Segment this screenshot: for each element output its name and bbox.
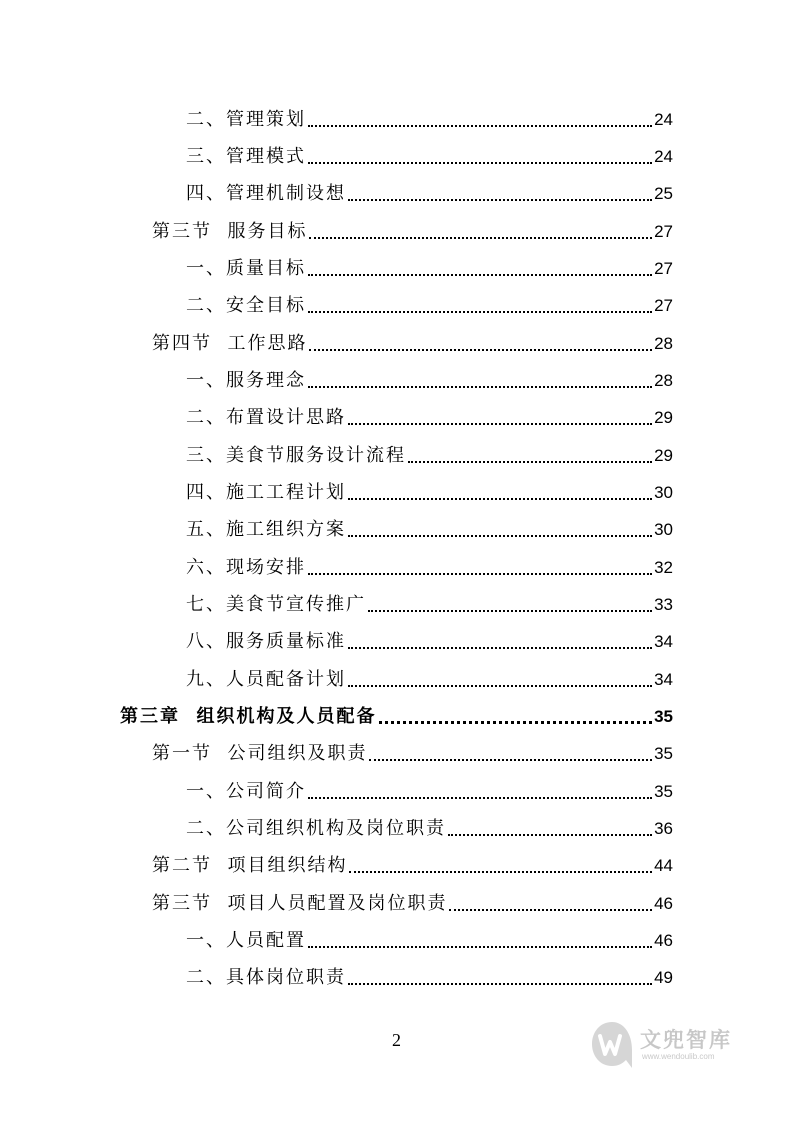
toc-leader-dots [369, 759, 652, 761]
toc-leader-dots [308, 946, 652, 948]
toc-leader-dots [348, 647, 652, 649]
toc-entry-label: 二、具体岗位职责 [186, 967, 346, 988]
toc-entry[interactable] [186, 369, 673, 393]
toc-entry[interactable] [152, 220, 673, 244]
toc-entry-page: 25 [654, 184, 673, 203]
toc-chapter-entry[interactable] [120, 705, 673, 729]
toc-entry-page: 27 [654, 296, 673, 315]
toc-leader-dots [348, 199, 652, 201]
toc-entry-label: 第三节 项目人员配置及岗位职责 [152, 893, 448, 914]
toc-entry-label: 二、公司组织机构及岗位职责 [186, 818, 446, 839]
toc-entry-label: 一、服务理念 [186, 370, 306, 391]
toc-entry-label: 六、现场安排 [186, 557, 306, 578]
toc-entry-page: 36 [654, 819, 673, 838]
toc-entry-label: 四、管理机制设想 [186, 183, 346, 204]
toc-leader-dots [309, 237, 652, 239]
w-logo-icon [588, 1020, 636, 1072]
toc-entry[interactable] [152, 742, 673, 766]
toc-leader-dots [449, 909, 652, 911]
toc-entry-page: 35 [654, 744, 673, 763]
toc-entry-page: 30 [654, 520, 673, 539]
toc-entry-page: 28 [654, 334, 673, 353]
toc-entry-label: 第四节 工作思路 [152, 333, 308, 354]
toc-entry-page: 33 [654, 595, 673, 614]
watermark-logo-text: 文兜智库 [640, 1028, 732, 1052]
toc-entry[interactable] [186, 182, 673, 206]
toc-entry[interactable] [186, 108, 673, 132]
toc-entry-label: 一、公司简介 [186, 781, 306, 802]
toc-entry-label: 二、布置设计思路 [186, 407, 346, 428]
toc-entry-label: 八、服务质量标准 [186, 631, 346, 652]
toc-entry-page: 27 [654, 222, 673, 241]
toc-entry[interactable] [186, 668, 673, 692]
toc-leader-dots [348, 983, 652, 985]
toc-leader-dots [308, 162, 652, 164]
toc-entry[interactable] [186, 630, 673, 654]
toc-entry[interactable] [186, 406, 673, 430]
toc-leader-dots [348, 685, 652, 687]
toc-entry[interactable] [186, 817, 673, 841]
toc-entry-page: 28 [654, 371, 673, 390]
toc-entry-page: 46 [654, 894, 673, 913]
toc-entry[interactable] [152, 854, 673, 878]
toc-leader-dots [308, 125, 652, 127]
toc-entry[interactable] [186, 294, 673, 318]
page-number: 2 [392, 1030, 401, 1050]
toc-entry[interactable] [152, 892, 673, 916]
toc-entry-page: 35 [654, 782, 673, 801]
toc-entry[interactable] [152, 332, 673, 356]
toc-entry-label: 一、质量目标 [186, 258, 306, 279]
toc-leader-dots [309, 349, 652, 351]
toc-leader-dots [308, 311, 652, 313]
toc-entry-page: 30 [654, 483, 673, 502]
toc-entry-label: 二、管理策划 [186, 109, 306, 130]
toc-entry-page: 35 [654, 707, 673, 726]
toc-entry-label: 五、施工组织方案 [186, 519, 346, 540]
toc-entry[interactable] [186, 593, 673, 617]
toc-entry[interactable] [186, 780, 673, 804]
toc-entry-page: 24 [654, 147, 673, 166]
toc-entry-page: 29 [654, 408, 673, 427]
toc-entry-label: 三、美食节服务设计流程 [186, 445, 406, 466]
toc-leader-dots [348, 423, 652, 425]
toc-leader-dots [448, 834, 652, 836]
watermark [588, 1018, 758, 1074]
toc-leader-dots [349, 871, 652, 873]
toc-entry-label: 一、人员配置 [186, 930, 306, 951]
toc-entry-page: 44 [654, 856, 673, 875]
toc-leader-dots [348, 535, 652, 537]
toc-entry[interactable] [186, 444, 673, 468]
toc-entry-label: 第二节 项目组织结构 [152, 855, 348, 876]
toc-entry-label: 二、安全目标 [186, 295, 306, 316]
toc-entry-label: 第三节 服务目标 [152, 221, 308, 242]
toc-entry-label: 第三章 组织机构及人员配备 [120, 706, 377, 727]
toc-entry-page: 27 [654, 259, 673, 278]
toc-entry-label: 第一节 公司组织及职责 [152, 743, 368, 764]
toc-entry-page: 34 [654, 670, 673, 689]
toc-entry[interactable] [186, 929, 673, 953]
toc-entry-page: 29 [654, 446, 673, 465]
toc-leader-dots [368, 610, 652, 612]
toc-entry-page: 32 [654, 558, 673, 577]
toc-entry-page: 46 [654, 931, 673, 950]
toc-leader-dots [348, 498, 652, 500]
toc-entry-label: 七、美食节宣传推广 [186, 594, 366, 615]
toc-entry[interactable] [186, 481, 673, 505]
toc-entry-page: 34 [654, 632, 673, 651]
toc-entry[interactable] [186, 257, 673, 281]
watermark-url: www.wendoulib.com [642, 1052, 715, 1061]
toc-entry[interactable] [186, 966, 673, 990]
toc-leader-dots [308, 797, 652, 799]
toc-leader-dots [379, 721, 653, 724]
toc-leader-dots [308, 274, 652, 276]
toc-entry[interactable] [186, 145, 673, 169]
toc-entry-label: 四、施工工程计划 [186, 482, 346, 503]
toc-leader-dots [408, 461, 652, 463]
toc-entry-label: 九、人员配备计划 [186, 669, 346, 690]
toc-leader-dots [308, 386, 652, 388]
toc-leader-dots [308, 573, 652, 575]
toc-entry[interactable] [186, 556, 673, 580]
toc-entry-page: 24 [654, 110, 673, 129]
toc-entry-label: 三、管理模式 [186, 146, 306, 167]
toc-entry[interactable] [186, 518, 673, 542]
toc-entry-page: 49 [654, 968, 673, 987]
